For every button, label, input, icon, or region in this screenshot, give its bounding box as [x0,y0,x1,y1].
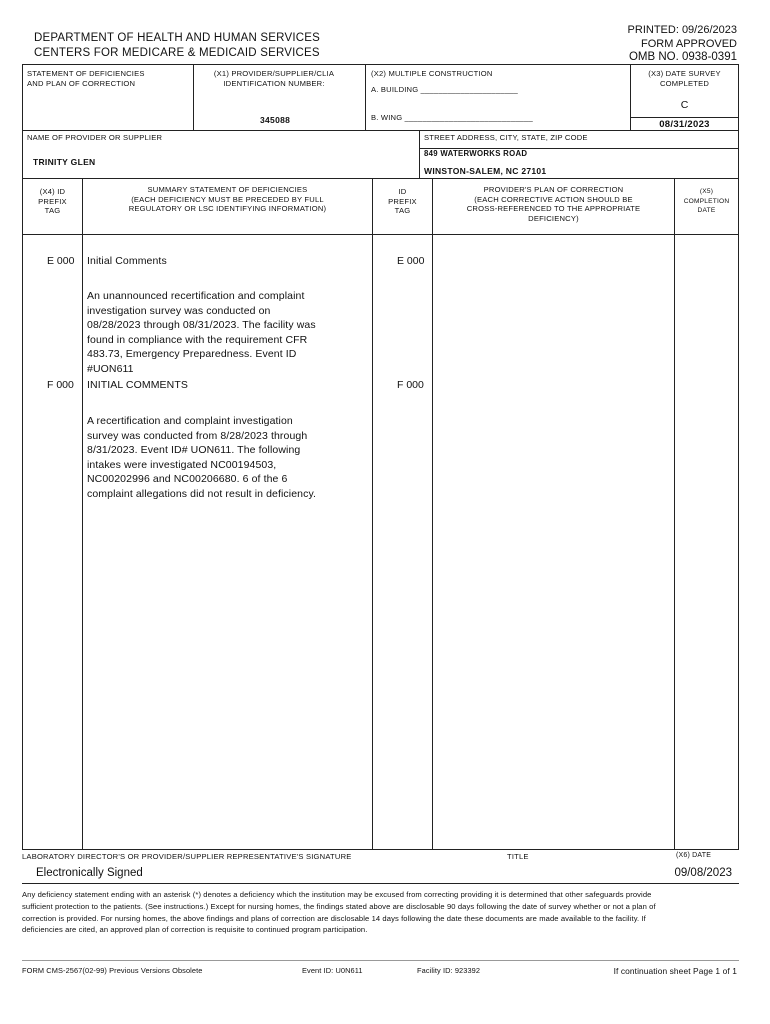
entry-2-text: A recertification and complaint investigation survey was conducted from 8/28/2023 through 8/31/2023. Event ID# UON611. The following intakes were investigated NC00194503, NC00202996 and NC00206680. 6 of the 6 complaint allegations did not result in deficiency. [87,415,317,500]
form-header [628,24,737,65]
provider-id-label: (X1) PROVIDER/SUPPLIER/CLIA IDENTIFICATION NUMBER: [213,69,335,88]
continuation-sheet: If continuation sheet Page 1 of 1 [613,966,737,976]
disclaimer: Any deficiency statement ending with an asterisk (*) denotes a deficiency which the institution may be excused from correcting providing it is determined that other safeguards provide sufficient protection to the patients. (See instructions.) Except for nursing homes, the findings stated above are disclosable 90 days following the date of survey whether or not a plan of correction is provided. For nursing homes, the above findings and plans of correction are disclosable 14 days following the date these documents are made available to the facility. If deficiencies are cited, an approved plan of correction is requisite to continued program participation. [22,890,656,935]
wing-field: B. WING _____________________________ [371,113,533,122]
form-approved: FORM APPROVED [641,37,737,50]
agency-header [34,31,320,61]
event-id: Event ID: U0N611 [302,966,363,975]
omb-number: OMB NO. 0938-0391 [628,51,737,63]
survey-code: C [680,99,689,111]
entry-2-id-tag: F 000 [397,379,424,391]
summary-statement-header: SUMMARY STATEMENT OF DEFICIENCIES (EACH DEFICIENCY MUST BE PRECEDED BY FULL REGULATORY OR LSC IDENTIFYING INFORMATION) [128,185,327,213]
plan-of-correction-header: PROVIDER'S PLAN OF CORRECTION (EACH CORRECTIVE ACTION SHOULD BE CROSS-REFERENCED TO THE APPROPRIATE DEFICIENCY) [466,185,641,223]
x4-prefix-tag-header: (X4) ID PREFIX TAG [38,187,67,215]
entry-2-prefix-tag: F 000 [47,379,74,391]
multiple-construction-label: (X2) MULTIPLE CONSTRUCTION [371,69,493,78]
signature-value: Electronically Signed [36,867,143,879]
street-address: 849 WATERWORKS ROAD [424,149,528,158]
entry-1-title: Initial Comments [87,255,167,267]
printed-date: PRINTED: 09/26/2023 [627,24,737,36]
provider-id-number: 345088 [260,115,291,125]
date-survey-label: (X3) DATE SURVEY COMPLETED [648,69,721,88]
signature-date: 09/08/2023 [674,867,732,879]
date-label: (X6) DATE [676,852,712,859]
completion-date-header: (X5) COMPLETION DATE [683,188,730,214]
signature-divider [22,883,739,884]
entry-1-prefix-tag: E 000 [47,255,75,267]
statement-label: STATEMENT OF DEFICIENCIES AND PLAN OF CORRECTION [27,69,145,88]
form-number: FORM CMS-2567(02-99) Previous Versions Obsolete [22,966,203,975]
agency-line-1: DEPARTMENT OF HEALTH AND HUMAN SERVICES [34,32,320,44]
footer-divider [22,960,739,961]
facility-id: Facility ID: 923392 [417,966,481,975]
survey-date: 08/31/2023 [659,119,710,130]
entry-2-title: INITIAL COMMENTS [87,379,188,391]
address-label: STREET ADDRESS, CITY, STATE, ZIP CODE [424,133,588,142]
city-state-zip: WINSTON-SALEM, NC 27101 [424,166,547,176]
entry-1-id-tag: E 000 [397,255,425,267]
agency-line-2: CENTERS FOR MEDICARE & MEDICAID SERVICES [34,47,320,59]
id-prefix-tag-header: ID PREFIX TAG [388,187,417,215]
building-field: A. BUILDING ______________________ [371,85,518,94]
provider-name: TRINITY GLEN [33,157,96,167]
form-box [22,64,739,850]
provider-name-label: NAME OF PROVIDER OR SUPPLIER [27,133,163,142]
entry-1-text: An unannounced recertification and complaint investigation survey was conducted on 08/28/2023 through 08/31/2023. The facility was found in compliance with the requirement CFR 483.73, Emergency Preparedness. Event ID #UON611 [87,290,316,375]
title-label: TITLE [507,852,529,861]
signature-label: LABORATORY DIRECTOR'S OR PROVIDER/SUPPLIER REPRESENTATIVE'S SIGNATURE [22,852,352,861]
